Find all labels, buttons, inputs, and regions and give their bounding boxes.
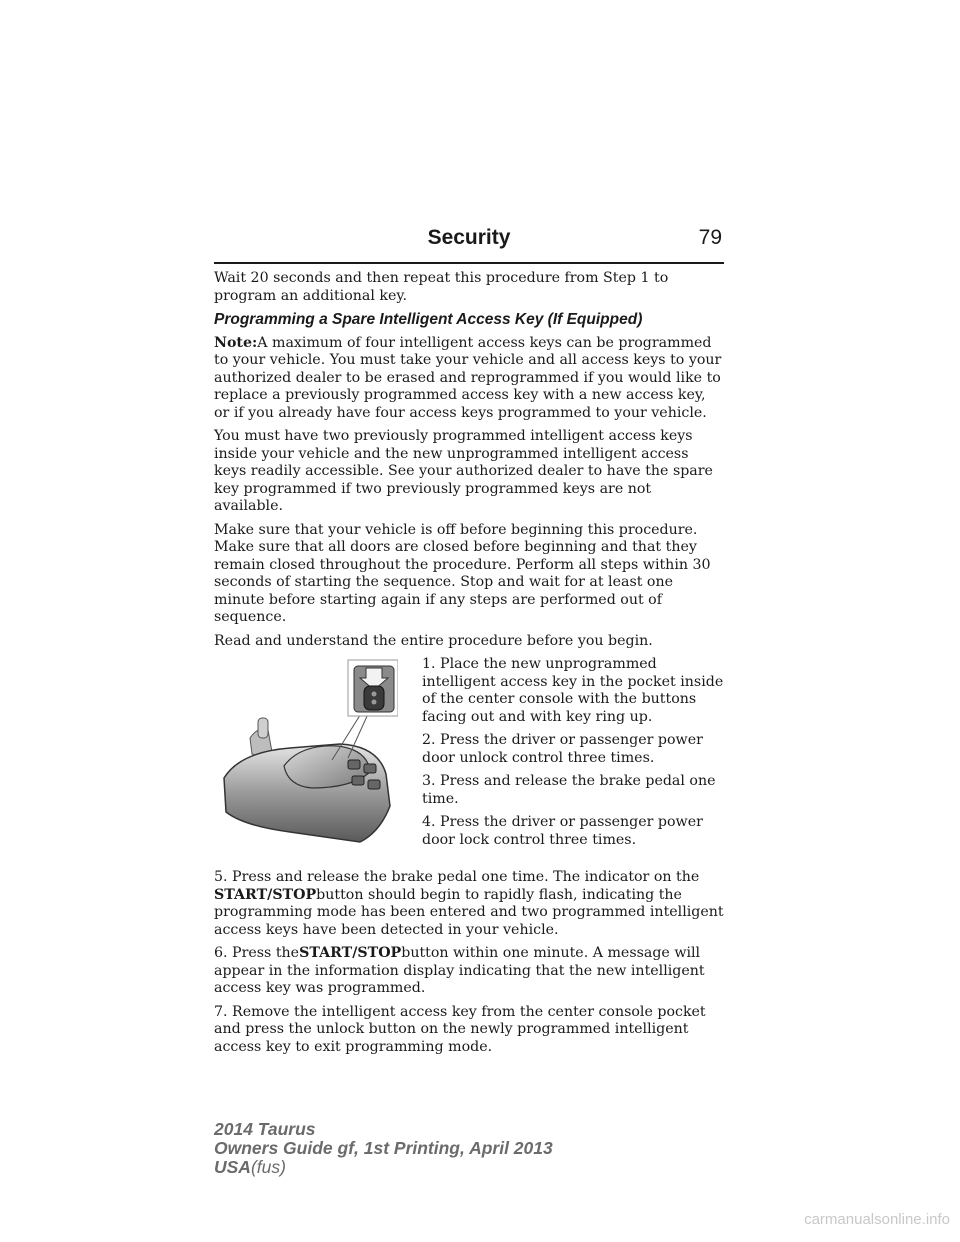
page-content: [214, 270, 724, 1062]
note-text: A maximum of four intelligent access keys can be programmed to your vehicle. You must take your vehicle and all access keys to your authorized dealer to be erased and reprogrammed if you would like to replace a previously programmed access key with a new access key, or if you already have four access keys programmed to your vehicle.: [214, 334, 722, 421]
footer-edition: Owners Guide gf, 1st Printing, April 2013: [214, 1138, 553, 1158]
figure-row: [214, 656, 724, 863]
center-console-illustration: [220, 656, 398, 853]
note-label: Note:: [214, 334, 258, 351]
page-footer: [214, 1120, 553, 1177]
start-stop-label: START/STOP: [214, 886, 317, 903]
two-keys-paragraph: You must have two previously programmed intelligent access keys inside your vehicle and the new unprogrammed intelligent access keys readily accessible. See your authorized dealer to have the spare key programmed if two previously programmed keys are not available.: [214, 428, 713, 514]
page-number: 79: [698, 226, 722, 249]
step-7: 7. Remove the intelligent access key from the center console pocket and press the unlock button on the newly programmed intelligent access key to exit programming mode.: [214, 1003, 706, 1055]
watermark: carmanualsonline.info: [804, 1211, 950, 1228]
make-sure-paragraph: Make sure that your vehicle is off before beginning this procedure. Make sure that all doors are closed before beginning and that they remain closed throughout the procedure. Perform all steps within 30 seconds of starting the sequence. Stop and wait for at least one minute before starting again if any steps are performed out of sequence.: [214, 521, 711, 625]
footer-model: 2014 Taurus: [214, 1119, 316, 1139]
footer-market-name: USA: [214, 1157, 251, 1177]
step-6-text-a: 6. Press the: [214, 945, 300, 961]
step-4: 4. Press the driver or passenger power door lock control three times.: [422, 814, 703, 848]
step-1: 1. Place the new unprogrammed intelligent access key in the pocket inside of the center console with the buttons facing out and with key ring up.: [422, 656, 724, 725]
page-header: [214, 226, 724, 264]
read-procedure-paragraph: Read and understand the entire procedure before you begin.: [214, 632, 653, 649]
footer-market-code: (fus): [250, 1157, 286, 1177]
intro-paragraph: Wait 20 seconds and then repeat this procedure from Step 1 to program an additional key.: [214, 270, 669, 304]
section-title: Security: [427, 226, 511, 249]
step-2: 2. Press the driver or passenger power door unlock control three times.: [422, 732, 703, 766]
figure-steps: [422, 656, 724, 855]
footer-market: [214, 1158, 553, 1177]
step-6-text-b: button within one minute. A message will appear in the information display indicating that the new intelligent access key was programmed.: [214, 945, 705, 996]
step-6: [214, 945, 724, 998]
step-3: 3. Press and release the brake pedal one time.: [422, 773, 716, 807]
start-stop-label: START/STOP: [299, 945, 402, 961]
step-5-text-a: 5. Press and release the brake pedal one time. The indicator on the: [214, 869, 700, 885]
subheading: Programming a Spare Intelligent Access Key (If Equipped): [214, 311, 643, 328]
step-5: [214, 869, 724, 939]
note-paragraph: [214, 335, 724, 423]
step-5-text-b: button should begin to rapidly flash, indicating the programming mode has been entered and two programmed intelligent access keys have been detected in your vehicle.: [214, 886, 724, 938]
